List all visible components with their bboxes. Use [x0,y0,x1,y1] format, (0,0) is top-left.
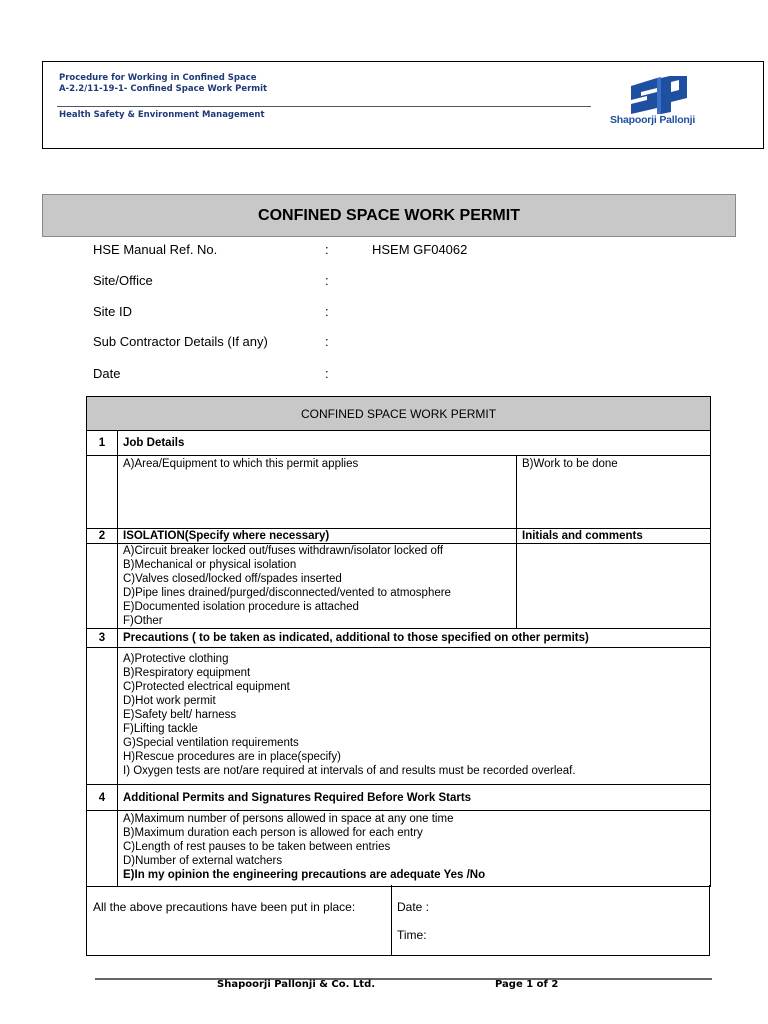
list-item: C)Valves closed/locked off/spades inserted [123,573,342,585]
list-item: C)Protected electrical equipment [123,681,290,693]
section-number: 3 [87,629,118,648]
precautions-list [118,648,711,785]
section-title-additional-permits: Additional Permits and Signatures Required Before Work Starts [118,785,711,811]
list-item: B)Mechanical or physical isolation [123,559,297,571]
blank-cell [87,648,118,785]
list-item: D)Pipe lines drained/purged/disconnected/vented to atmosphere [123,587,451,599]
info-label-date: Date [93,366,121,381]
list-item: A)Circuit breaker locked out/fuses withdrawn/isolator locked off [123,545,444,557]
company-logo-text: Shapoorji Pallonji [610,114,696,126]
page-number: Page 1 of 2 [495,979,559,990]
info-colon: : [325,304,329,319]
page-title: CONFINED SPACE WORK PERMIT [42,194,736,237]
list-item: A)Maximum number of persons allowed in space at any one time [123,813,454,825]
precautions-statement: All the above precautions have been put in place: [93,900,356,914]
info-label-subcontractor: Sub Contractor Details (If any) [93,334,268,349]
section-number: 2 [87,529,118,544]
procedure-title: Procedure for Working in Confined Space [59,73,257,83]
initials-comments-header: Initials and comments [517,529,711,544]
section-number: 1 [87,431,118,456]
additional-permits-list [118,811,711,887]
list-item: G)Special ventilation requirements [123,737,299,749]
list-item: F)Lifting tackle [123,723,198,735]
list-item: E)Safety belt/ harness [123,709,237,721]
section-title-precautions: Precautions ( to be taken as indicated, additional to those specified on other permits) [118,629,711,648]
engineering-precautions-confirmation[interactable]: E)In my opinion the engineering precautions are adequate Yes /No [123,869,486,881]
work-to-be-done-label: B)Work to be done [522,458,618,470]
list-item: D)Hot work permit [123,695,216,707]
permit-table [86,396,711,887]
blank-cell [87,811,118,887]
signoff-box [86,885,710,956]
department-name: Health Safety & Environment Management [59,110,265,120]
list-item: D)Number of external watchers [123,855,283,867]
work-to-be-done-field[interactable] [517,456,711,529]
document-reference: A-2.2/11-19-1- Confined Space Work Permit [59,84,268,94]
section-title-isolation: ISOLATION(Specify where necessary) [118,529,517,544]
date-label: Date : [397,900,430,914]
list-item: H)Rescue procedures are in place(specify) [123,751,341,763]
blank-cell [87,544,118,629]
info-value-hse-ref: HSEM GF04062 [372,242,468,257]
job-area-label: A)Area/Equipment to which this permit applies [123,458,359,470]
table-heading: CONFINED SPACE WORK PERMIT [87,397,711,431]
document-header [42,61,764,149]
list-item: E)Documented isolation procedure is attached [123,601,359,613]
blank-cell [87,456,118,529]
info-label-hse-ref: HSE Manual Ref. No. [93,242,218,257]
signoff-divider [391,885,392,955]
info-colon: : [325,242,329,257]
info-label-site-office: Site/Office [93,273,153,288]
initials-comments-field[interactable] [517,544,711,629]
list-item: C)Length of rest pauses to be taken between entries [123,841,391,853]
footer-company: Shapoorji Pallonji & Co. Ltd. [217,979,376,990]
footer-divider [95,978,712,980]
info-colon: : [325,273,329,288]
header-divider [57,106,591,107]
info-colon: : [325,366,329,381]
list-item: B)Maximum duration each person is allowed for each entry [123,827,423,839]
isolation-list [118,544,517,629]
list-item: B)Respiratory equipment [123,667,251,679]
list-item: F)Other [123,615,163,627]
section-title-job-details: Job Details [118,431,711,456]
list-item: A)Protective clothing [123,653,229,665]
job-area-field[interactable] [118,456,517,529]
section-number: 4 [87,785,118,811]
list-item: I) Oxygen tests are not/are required at intervals of and results must be recorded overleaf. [123,765,576,777]
time-label: Time: [397,928,427,942]
info-colon: : [325,334,329,349]
info-label-site-id: Site ID [93,304,133,319]
